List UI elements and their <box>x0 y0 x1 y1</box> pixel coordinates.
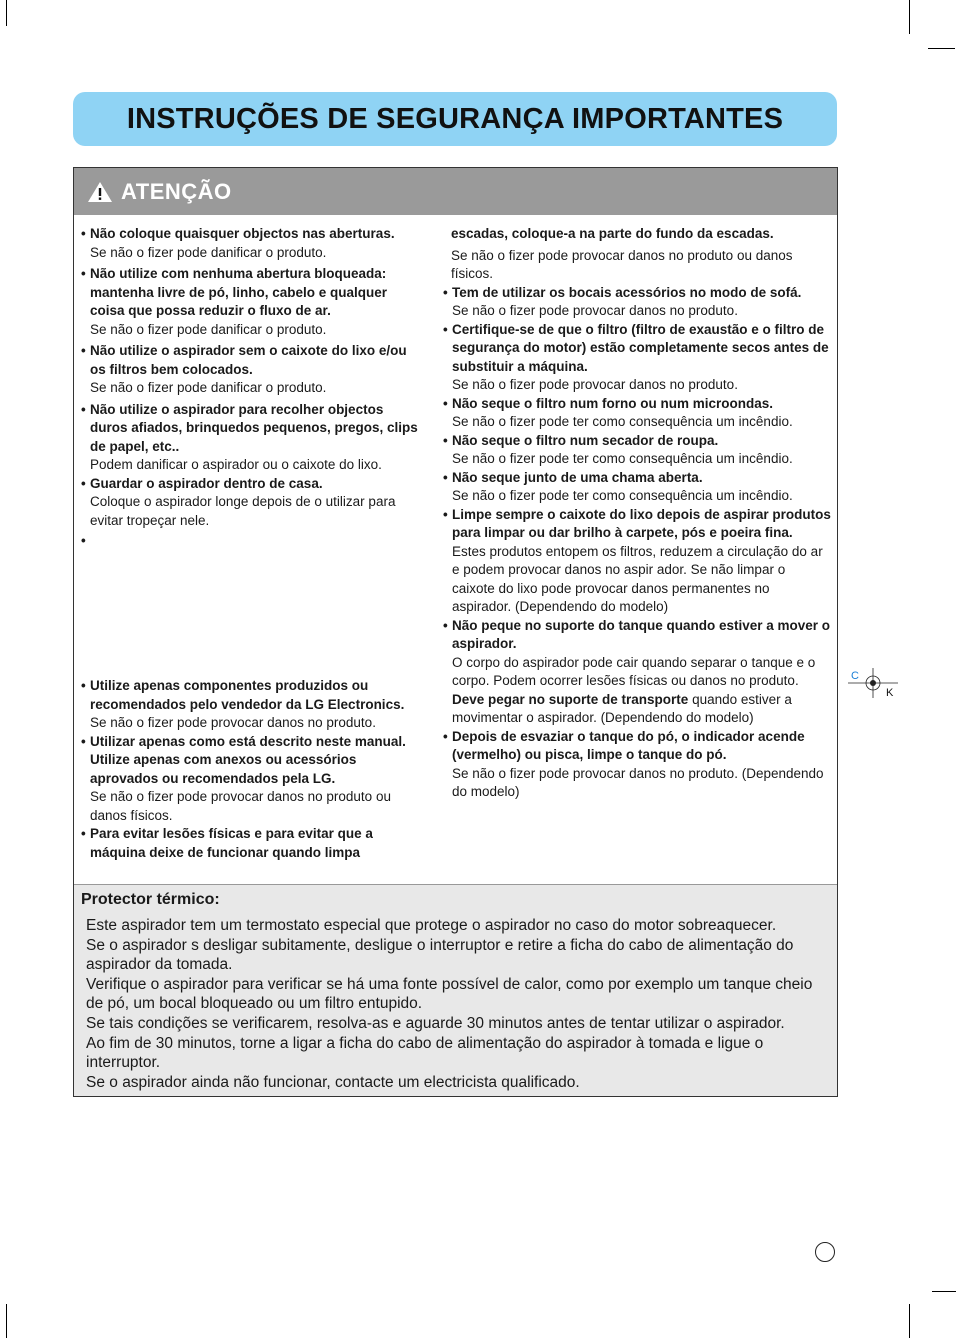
list-item: • Depois de esvaziar o tanque do pó, o indicador acende (vermelho) ou pisca, limpe o tanque do pó. Se não o fizer pode provocar danos no produto. (Dependendo do modelo) <box>443 728 824 799</box>
list-item: • Utilize apenas componentes produzidos ou recomendados pelo vendedor da LG Electronics. Se não o fizer pode provocar danos no produto. <box>81 678 405 730</box>
attention-heading: ATENÇÃO <box>121 178 232 204</box>
title-banner <box>73 92 837 146</box>
list-item-continuation: escadas, coloque-a na parte do fundo da escadas. Se não o fizer pode provocar danos no produto ou danos físicos. <box>451 226 793 281</box>
crop-mark <box>6 0 7 26</box>
list-item: • Utilizar apenas como está descrito neste manual. Utilize apenas com anexos ou acessórios aprovados ou recomendados pela LG. Se não o fizer pode provocar danos no produto ou danos físicos. <box>81 733 406 823</box>
crop-mark <box>932 1291 956 1292</box>
list-item: • Certifique-se de que o filtro (filtro de exaustão e o filtro de segurança do motor) estão completamente secos antes de substituir a máquina. Se não o fizer pode provocar danos no produto. <box>443 321 829 392</box>
attention-header <box>74 168 837 215</box>
protector-paragraph: Se o aspirador s desligar subitamente, desligue o interruptor e retire a ficha do cabo de alimentação do aspirador da tomada. <box>86 937 794 973</box>
registration-k-label: K <box>886 687 894 699</box>
protector-paragraph: Se o aspirador ainda não funcionar, contacte um electricista qualificado. <box>86 1074 580 1091</box>
list-item: • Não seque o filtro num forno ou num microondas. Se não o fizer pode ter como consequência um incêndio. <box>443 395 793 429</box>
crop-mark <box>909 1304 910 1338</box>
list-item: • Limpe sempre o caixote do lixo depois de aspirar produtos para limpar ou dar brilho à carpete, pós e poeira fina. Estes produtos entopem os filtros, reduzem a circulação do ar e podem provocar danos no aspir ador. Se não limpar o caixote do lixo pode provocar danos permanentes no aspirador. (Dependendo do modelo) <box>443 506 831 614</box>
left-column: • Não coloque quaisquer objectos nas aberturas. Se não o fizer pode danificar o produto. • Não utilize com nenhuma abertura bloqueada: mantenha livre de pó, linho, cabelo e qualquer coisa que possa reduzir o fluxo de ar. Se não o fizer pode danificar o produto. • Não utilize o aspirador sem o caixote do lixo e/ou os filtros bem colocados. Se não o fizer pode danificar o produto. • Não utilize o aspirador para recolher objectos duros afiados, brinquedos pequenos, pregos, clips de papel, etc.. Podem danificar o aspirador ou o caixote do lixo. • Guardar o aspirador dentro de casa. Coloque o aspirador longe depois de o utilizar para evitar tropeçar nele. • <box>81 225 421 532</box>
crop-mark <box>928 48 955 49</box>
list-item: • Não peque no suporte do tanque quando estiver a mover o aspirador. O corpo do aspirador pode cair quando separar o tanque e o corpo. Podem ocorrer lesões físicas ou danos no produto. Deve pegar no suporte de transporte quando estiver a movimentar o aspirador. (Dependendo do modelo) <box>443 617 831 725</box>
list-item: • Para evitar lesões físicas e para evitar que a máquina deixe de funcionar quando limpa <box>81 826 373 860</box>
protector-paragraph: Verifique o aspirador para verificar se há uma fonte possível de calor, como por exemplo um tanque cheio de pó, um bocal bloqueado ou um filtro entupido. <box>86 976 813 1012</box>
thermal-protector-section <box>74 884 837 1096</box>
registration-c-label: C <box>851 670 859 682</box>
protector-paragraph: Se tais condições se verificarem, resolva-as e aguarde 30 minutos antes de tentar utilizar o aspirador. <box>86 1015 785 1032</box>
warning-triangle-icon <box>87 181 113 203</box>
list-item: • Tem de utilizar os bocais acessórios no modo de sofá. Se não o fizer pode provocar danos no produto. <box>443 284 802 318</box>
attention-box <box>73 167 838 1097</box>
crop-mark <box>6 1304 7 1338</box>
protector-body <box>86 916 826 1093</box>
list-item: • Não utilize o aspirador sem o caixote do lixo e/ou os filtros bem colocados. Se não o fizer pode danificar o produto. <box>81 343 407 395</box>
list-item: • Não utilize o aspirador para recolher objectos duros afiados, brinquedos pequenos, pregos, clips de papel, etc.. Podem danificar o aspirador ou o caixote do lixo. <box>81 401 418 472</box>
list-item: • Não utilize com nenhuma abertura bloqueada: mantenha livre de pó, linho, cabelo e qualquer coisa que possa reduzir o fluxo de ar. Se não o fizer pode danificar o produto. <box>81 266 388 337</box>
page-number-circle <box>815 1242 835 1262</box>
protector-paragraph: Este aspirador tem um termostato especial que protege o aspirador no caso do motor sobreaquecer. <box>86 917 777 934</box>
list-item: • Não seque o filtro num secador de roupa. Se não o fizer pode ter como consequência um incêndio. <box>443 432 793 466</box>
crop-mark <box>909 0 910 34</box>
protector-paragraph: Ao fim de 30 minutos, torne a ligar a ficha do cabo de alimentação do aspirador à tomada e ligue o interruptor. <box>86 1035 764 1071</box>
protector-heading: Protector térmico: <box>81 891 220 908</box>
list-item: • Não coloque quaisquer objectos nas aberturas. Se não o fizer pode danificar o produto. <box>81 226 395 260</box>
list-item: • Não seque junto de uma chama aberta. Se não o fizer pode ter como consequência um incêndio. <box>443 469 793 503</box>
left-column-lower <box>81 677 426 862</box>
registration-mark-icon <box>848 666 898 700</box>
page-title: INSTRUÇÕES DE SEGURANÇA IMPORTANTES <box>126 102 784 135</box>
right-column <box>443 225 831 802</box>
list-item: • Guardar o aspirador dentro de casa. Coloque o aspirador longe depois de o utilizar para evitar tropeçar nele. <box>81 475 396 528</box>
